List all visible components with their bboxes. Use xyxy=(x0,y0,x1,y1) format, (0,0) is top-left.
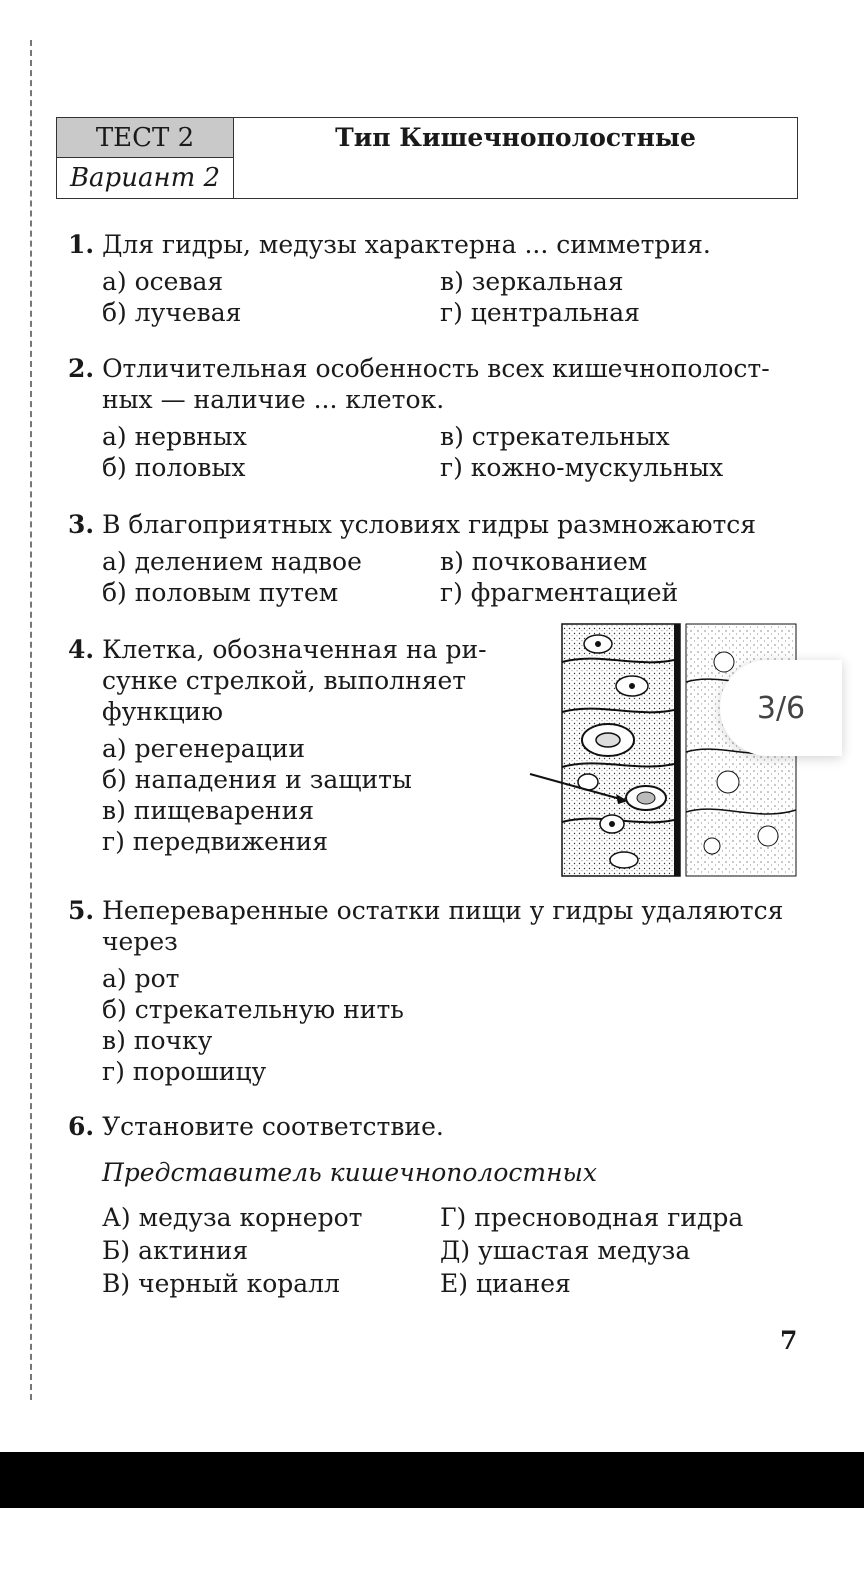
variant-label: Вариант 2 xyxy=(57,158,234,198)
q3-option-g: г) фрагментацией xyxy=(440,578,679,607)
page-indicator[interactable]: 3/6 xyxy=(720,660,842,756)
question-number: 1. xyxy=(68,230,95,259)
question-text-line1: Отличительная особенность всех кишечнополост- xyxy=(102,354,770,383)
q4-option-b: б) нападения и защиты xyxy=(102,765,412,794)
test-title: Тип Кишечнополостные xyxy=(335,123,696,152)
q4-option-g: г) передвижения xyxy=(102,827,329,856)
q6-option-B: Б) актиния xyxy=(102,1236,249,1265)
cut-line xyxy=(30,40,32,1400)
question-text: В благоприятных условиях гидры размножаются xyxy=(102,510,757,539)
q1-option-a: а) осевая xyxy=(102,267,224,296)
q5-option-a: а) рот xyxy=(102,964,180,993)
q1-option-g: г) центральная xyxy=(440,298,640,327)
question-2-continued xyxy=(102,384,444,415)
q4-option-a: а) регенерации xyxy=(102,734,306,763)
question-number: 4. xyxy=(68,635,95,664)
q1-option-v: в) зеркальная xyxy=(440,267,624,296)
question-text-line2: ных — наличие ... клеток. xyxy=(102,385,445,414)
q6-option-G: Г) пресноводная гидра xyxy=(440,1203,744,1232)
q5-option-v: в) почку xyxy=(102,1026,213,1055)
q3-option-v: в) почкованием xyxy=(440,547,648,576)
matching-subtitle: Представитель кишечнополостных xyxy=(102,1158,598,1187)
page-number: 7 xyxy=(780,1326,798,1355)
question-6 xyxy=(68,1111,444,1142)
question-1 xyxy=(68,229,711,260)
question-number: 5. xyxy=(68,896,95,925)
q5-option-g: г) порошицу xyxy=(102,1057,267,1086)
question-text: Для гидры, медузы характерна ... симметрия. xyxy=(102,230,711,259)
question-4-line2 xyxy=(102,665,466,696)
q2-option-g: г) кожно-мускульных xyxy=(440,453,724,482)
q6-option-A: А) медуза корнерот xyxy=(102,1203,363,1232)
q6-option-E: Е) цианея xyxy=(440,1269,571,1298)
bottom-black-bar xyxy=(0,1452,864,1508)
question-5-line2 xyxy=(102,926,178,957)
q3-option-b: б) половым путем xyxy=(102,578,339,607)
q1-option-b: б) лучевая xyxy=(102,298,242,327)
test-header xyxy=(56,117,798,199)
q3-option-a: а) делением надвое xyxy=(102,547,362,576)
question-text-line2: через xyxy=(102,927,178,956)
q2-option-v: в) стрекательных xyxy=(440,422,670,451)
q2-option-a: а) нервных xyxy=(102,422,247,451)
question-text: Установите соответствие. xyxy=(102,1112,444,1141)
question-5 xyxy=(68,895,783,926)
question-number: 2. xyxy=(68,354,95,383)
question-4-line3 xyxy=(102,696,223,727)
question-3 xyxy=(68,509,756,540)
question-text-line3: функцию xyxy=(102,697,224,726)
q4-option-v: в) пищеварения xyxy=(102,796,315,825)
question-4 xyxy=(68,634,487,665)
question-text-line1: Непереваренные остатки пищи у гидры удаляются xyxy=(102,896,784,925)
q5-option-b: б) стрекательную нить xyxy=(102,995,404,1024)
q2-option-b: б) половых xyxy=(102,453,246,482)
test-number: ТЕСТ 2 xyxy=(57,118,234,158)
q6-option-D: Д) ушастая медуза xyxy=(440,1236,691,1265)
q6-option-V: В) черный коралл xyxy=(102,1269,340,1298)
question-number: 3. xyxy=(68,510,95,539)
question-text-line1: Клетка, обозначенная на ри- xyxy=(102,635,487,664)
question-number: 6. xyxy=(68,1112,95,1141)
question-2 xyxy=(68,353,798,384)
question-text-line2: сунке стрелкой, выполняет xyxy=(102,666,467,695)
